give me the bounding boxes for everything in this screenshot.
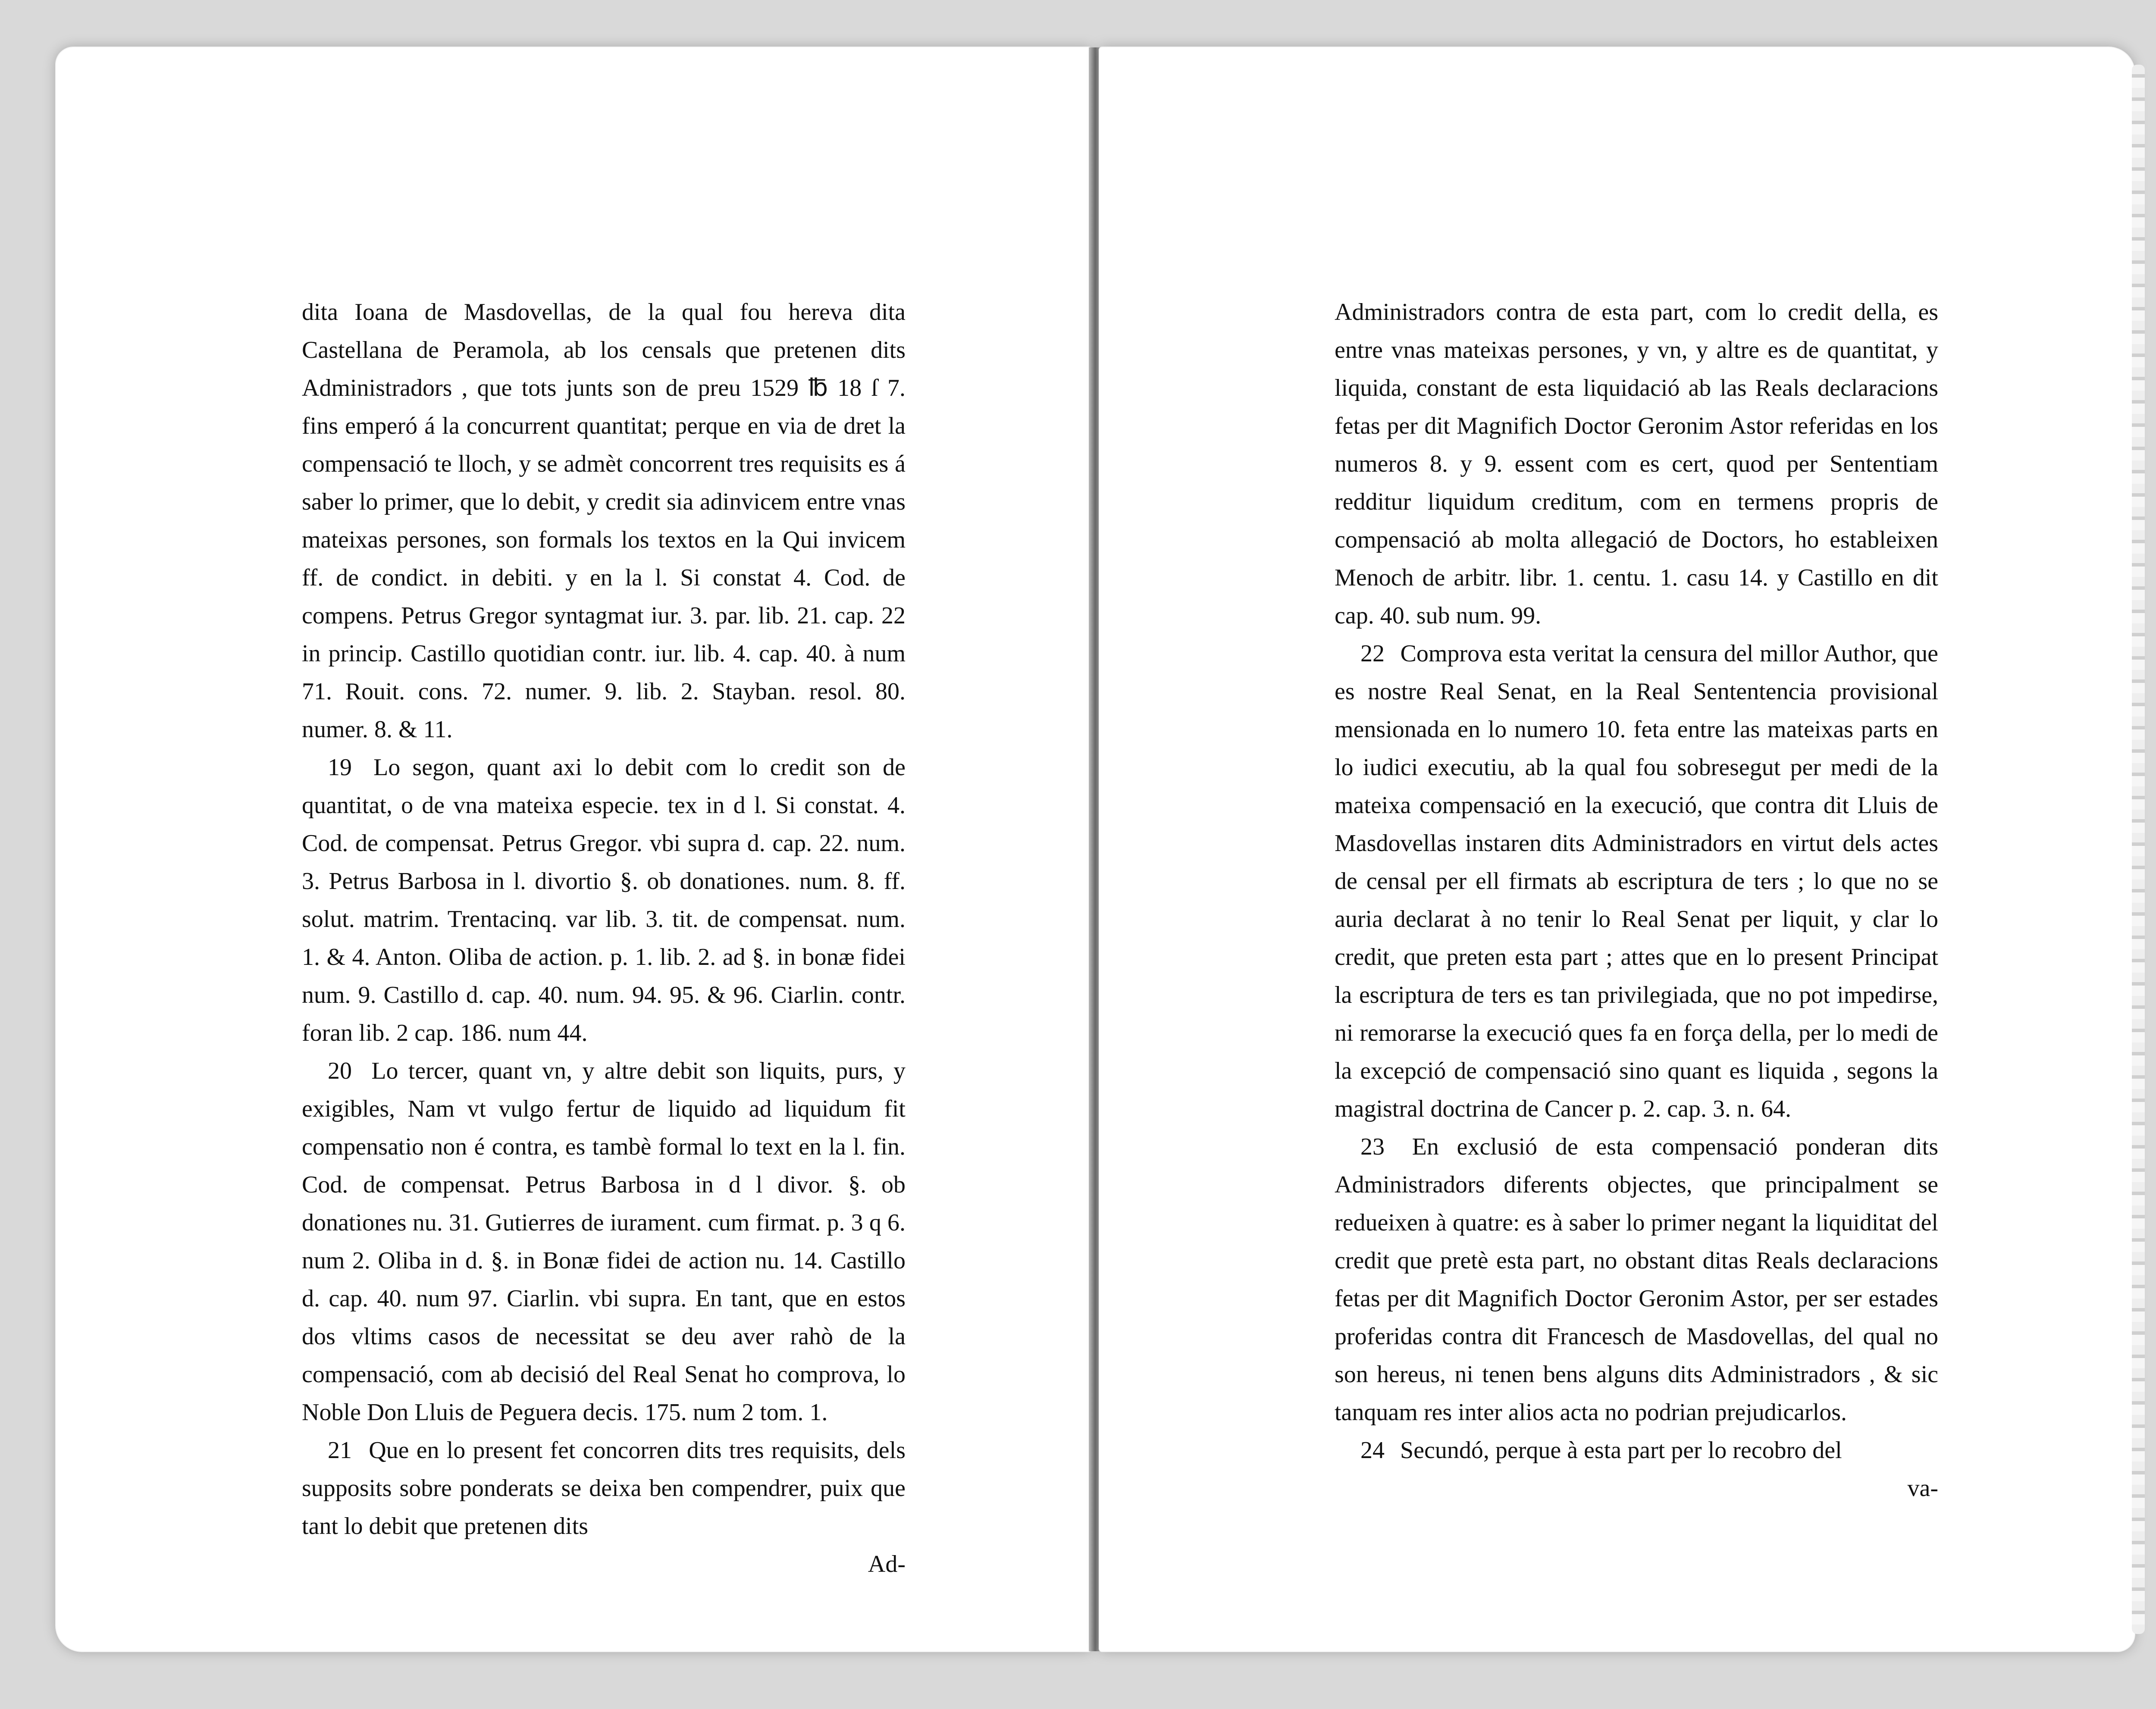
section-number: 20: [328, 1058, 352, 1084]
section-text: Lo segon, quant axi lo debit com lo credit son de quantitat, o de vna mateixa especie. tex in d l. Si constat. 4. Cod. de compensat. Petrus Gregor. vbi supra d. cap. 22. num. 3. Petrus Barbosa in l. divortio §. ob donationes. num. 8. ff. solut. matrim. Trentacinq. var lib. 3. tit. de compensat. num. 1. & 4. Anton. Oliba de action. p. 1. lib. 2. ad §. in bonæ fidei num. 9. Castillo d. cap. 40. num. 94. 95. & 96. Ciarlin. contr. foran lib. 2 cap. 186. num 44.: [302, 754, 906, 1046]
section-text: Que en lo present fet concorren dits tres requisits, dels supposits sobre ponderats se deixa ben compendrer, puix que tant lo debit que pretenen dits: [302, 1437, 906, 1540]
section-text: Lo tercer, quant vn, y altre debit son liquits, purs, y exigibles, Nam vt vulgo fertur de liquido ad liquidum fit compensatio non é contra, es tambè formal lo text en la l. fin. Cod. de compensat. Petrus Barbosa in d l divor. §. ob donationes nu. 31. Gutierres de iurament. cum firmat. p. 3 q 6. num 2. Oliba in d. §. in Bonæ fidei de action nu. 14. Castillo d. cap. 40. num 97. Ciarlin. vbi supra. En tant, que en estos dos vltims casos de necessitat se deu aver rahò de la compensació, com ab decisió del Real Senat ho comprova, lo Noble Don Lluis de Peguera decis. 175. num 2 tom. 1.: [302, 1058, 906, 1426]
section-22: [1335, 635, 1938, 1128]
book-spread: [56, 47, 2134, 1651]
section-text: Secundó, perque à esta part per lo recobro del: [1400, 1437, 1842, 1464]
section-24: [1335, 1431, 1938, 1469]
section-number: 22: [1360, 640, 1385, 667]
page-deckle-edge: [2132, 65, 2145, 1634]
section-21: [302, 1431, 906, 1545]
section-number: 21: [328, 1437, 352, 1464]
section-number: 19: [328, 754, 352, 781]
section-text: En exclusió de esta compensació ponderan dits Administradors diferents objectes, que principalment se redueixen à quatre: es à saber lo primer negant la liquiditat del credit que pretè esta part, no obstant ditas Reals declaracions fetas per dit Magnifich Doctor Geronim Astor, per ser estades proferidas contra dit Francesch de Masdovellas, del qual no son hereus, ni tenen bens alguns dits Administradors , & sic tanquam res inter alios acta no podrian prejudicarlos.: [1335, 1133, 1938, 1426]
left-page-text: [302, 293, 906, 1583]
catchword: Ad-: [868, 1551, 906, 1578]
section-number: 23: [1360, 1133, 1385, 1160]
left-page: [56, 47, 1091, 1651]
right-page-text: [1335, 293, 1938, 1507]
section-19: [302, 748, 906, 1052]
section-number: 24: [1360, 1437, 1385, 1464]
section-20: [302, 1052, 906, 1431]
left-opening-paragraph: dita Ioana de Masdovellas, de la qual fou hereva dita Castellana de Peramola, ab los censals que pretenen dits Administradors , que tots junts son de preu 1529 ℔ 18 ſ 7. fins emperó á la concurrent quantitat; perque en via de dret la compensació te lloch, y se admèt concorrent tres requisits es á saber lo primer, que lo debit, y credit sia adinvicem entre vnas mateixas persones, son formals los textos en la Qui invicem ff. de condict. in debiti. y en la l. Si constat 4. Cod. de compens. Petrus Gregor syntagmat iur. 3. par. lib. 21. cap. 22 in princip. Castillo quotidian contr. iur. lib. 4. cap. 40. à num 71. Rouit. cons. 72. numer. 9. lib. 2. Stayban. resol. 80. numer. 8. & 11.: [302, 299, 906, 743]
right-opening-paragraph: Administradors contra de esta part, com lo credit della, es entre vnas mateixas persones, y vn, y altre es de quantitat, y liquida, constant de esta liquidació ab las Reals declaracions fetas per dit Magnifich Doctor Geronim Astor referidas en los numeros 8. y 9. essent com es cert, quod per Sententiam redditur liquidum creditum, com en termens propris de compensació ab molta allegació de Doctors, ho estableixen Menoch de arbitr. libr. 1. centu. 1. casu 14. y Castillo en dit cap. 40. sub num. 99.: [1335, 299, 1938, 629]
section-text: Comprova esta veritat la censura del millor Author, que es nostre Real Senat, en la Real Sententencia provisional mensionada en lo numero 10. feta entre las mateixas parts en lo iudici executiu, ab la qual fou sobresegut per medi de la mateixa compensació en la execució, que contra dit Lluis de Masdovellas instaren dits Administradors en virtut dels actes de censal per ell firmats ab escriptura de ters ; lo que no se auria declarat à no tenir lo Real Senat per liquit, y clar lo credit, que preten esta part ; attes que en lo present Principat la escriptura de ters es tan privilegiada, que no pot impedirse, ni remorarse la execució ques fa en força della, per lo medi de la excepció de compensació sino quant es liquida , segons la magistral doctrina de Cancer p. 2. cap. 3. n. 64.: [1335, 640, 1939, 1122]
section-23: [1335, 1128, 1938, 1431]
catchword: va-: [1907, 1475, 1938, 1502]
right-page: [1100, 47, 2134, 1651]
